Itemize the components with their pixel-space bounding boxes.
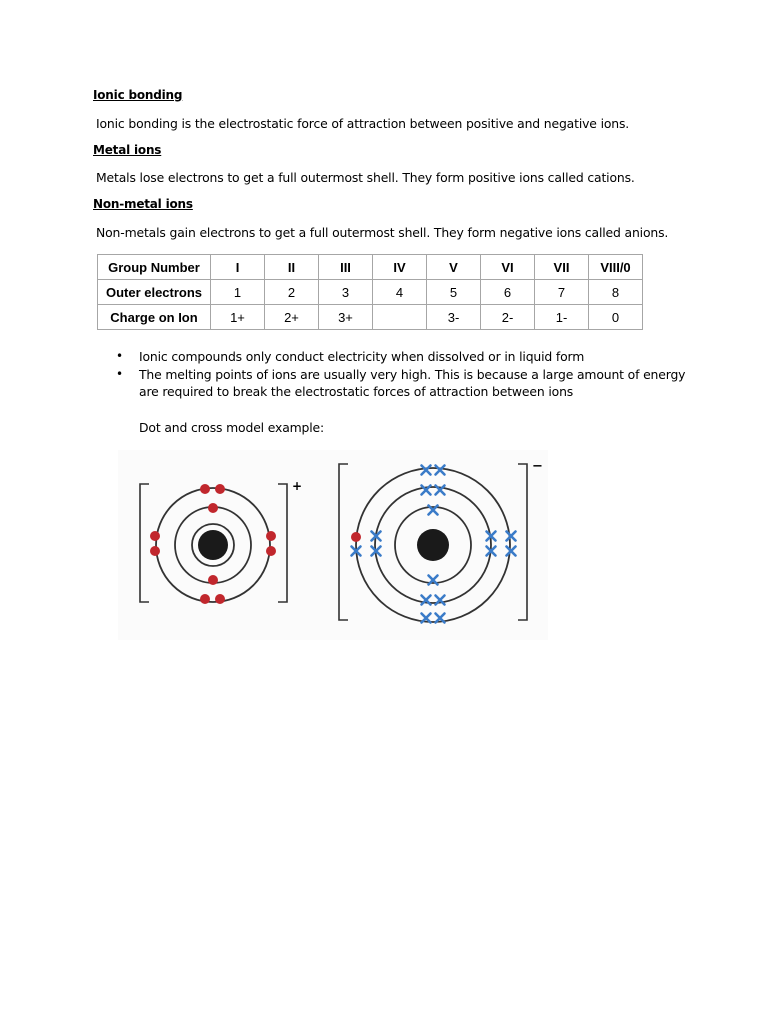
example-label: Dot and cross model example: <box>139 420 325 435</box>
heading-non-metal-ions: Non-metal ions <box>93 197 193 211</box>
table-cell: III <box>319 255 373 280</box>
table-row-group-number <box>98 255 643 280</box>
table-cell: V <box>427 255 481 280</box>
table-cell <box>373 305 427 330</box>
table-row-outer-electrons <box>98 280 643 305</box>
table-cell: IV <box>373 255 427 280</box>
electron-dot <box>266 546 276 556</box>
table-cell: VII <box>535 255 589 280</box>
bullet-icon: • <box>116 349 123 363</box>
list-item <box>116 348 686 366</box>
electron-dot <box>208 575 218 585</box>
row-header: Charge on Ion <box>98 305 211 330</box>
bullet-icon: • <box>116 366 123 381</box>
electron-dot <box>150 531 160 541</box>
table-cell: 1+ <box>211 305 265 330</box>
table-cell: 4 <box>373 280 427 305</box>
table-cell: 3+ <box>319 305 373 330</box>
table-cell: 2- <box>481 305 535 330</box>
table-cell: I <box>211 255 265 280</box>
table-cell: 1 <box>211 280 265 305</box>
bullet-text: The melting points of ions are usually very high. This is because a large amount of energy are required to break the electrostatic forces of attraction between ions <box>139 366 686 399</box>
table-cell: 7 <box>535 280 589 305</box>
row-header: Group Number <box>98 255 211 280</box>
table-cell: 3 <box>319 280 373 305</box>
group-charge-table <box>97 254 643 330</box>
table-cell: II <box>265 255 319 280</box>
electron-dot <box>200 484 210 494</box>
electron-dot <box>208 503 218 513</box>
heading-metal-ions: Metal ions <box>93 143 162 157</box>
dot-and-cross-diagram <box>118 450 548 640</box>
table-cell: 5 <box>427 280 481 305</box>
paragraph-non-metal-ions: Non-metals gain electrons to get a full outermost shell. They form negative ions called anions. <box>96 225 669 240</box>
table-cell: 2 <box>265 280 319 305</box>
table-cell: VI <box>481 255 535 280</box>
gained-electron-dot <box>351 532 361 542</box>
table-cell: VIII/0 <box>589 255 643 280</box>
paragraph-metal-ions: Metals lose electrons to get a full outermost shell. They form positive ions called cations. <box>96 170 635 185</box>
list-item <box>116 366 686 401</box>
anion-charge-label: − <box>532 459 543 474</box>
table-cell: 3- <box>427 305 481 330</box>
electron-dot <box>200 594 210 604</box>
diagram-background <box>118 450 548 640</box>
nucleus <box>198 530 228 560</box>
table-row-charge-on-ion <box>98 305 643 330</box>
bullet-text: Ionic compounds only conduct electricity when dissolved or in liquid form <box>139 349 585 364</box>
electron-dot <box>266 531 276 541</box>
nucleus <box>417 529 449 561</box>
electron-dot <box>150 546 160 556</box>
table-cell: 1- <box>535 305 589 330</box>
heading-ionic-bonding: Ionic bonding <box>93 88 183 102</box>
electron-dot <box>215 594 225 604</box>
table-cell: 2+ <box>265 305 319 330</box>
table-cell: 8 <box>589 280 643 305</box>
electron-dot <box>215 484 225 494</box>
cation-charge-label: + <box>292 479 303 493</box>
table-cell: 6 <box>481 280 535 305</box>
paragraph-ionic-bonding: Ionic bonding is the electrostatic force of attraction between positive and negative ions. <box>96 116 630 131</box>
bullet-list <box>116 348 686 401</box>
table-cell: 0 <box>589 305 643 330</box>
row-header: Outer electrons <box>98 280 211 305</box>
